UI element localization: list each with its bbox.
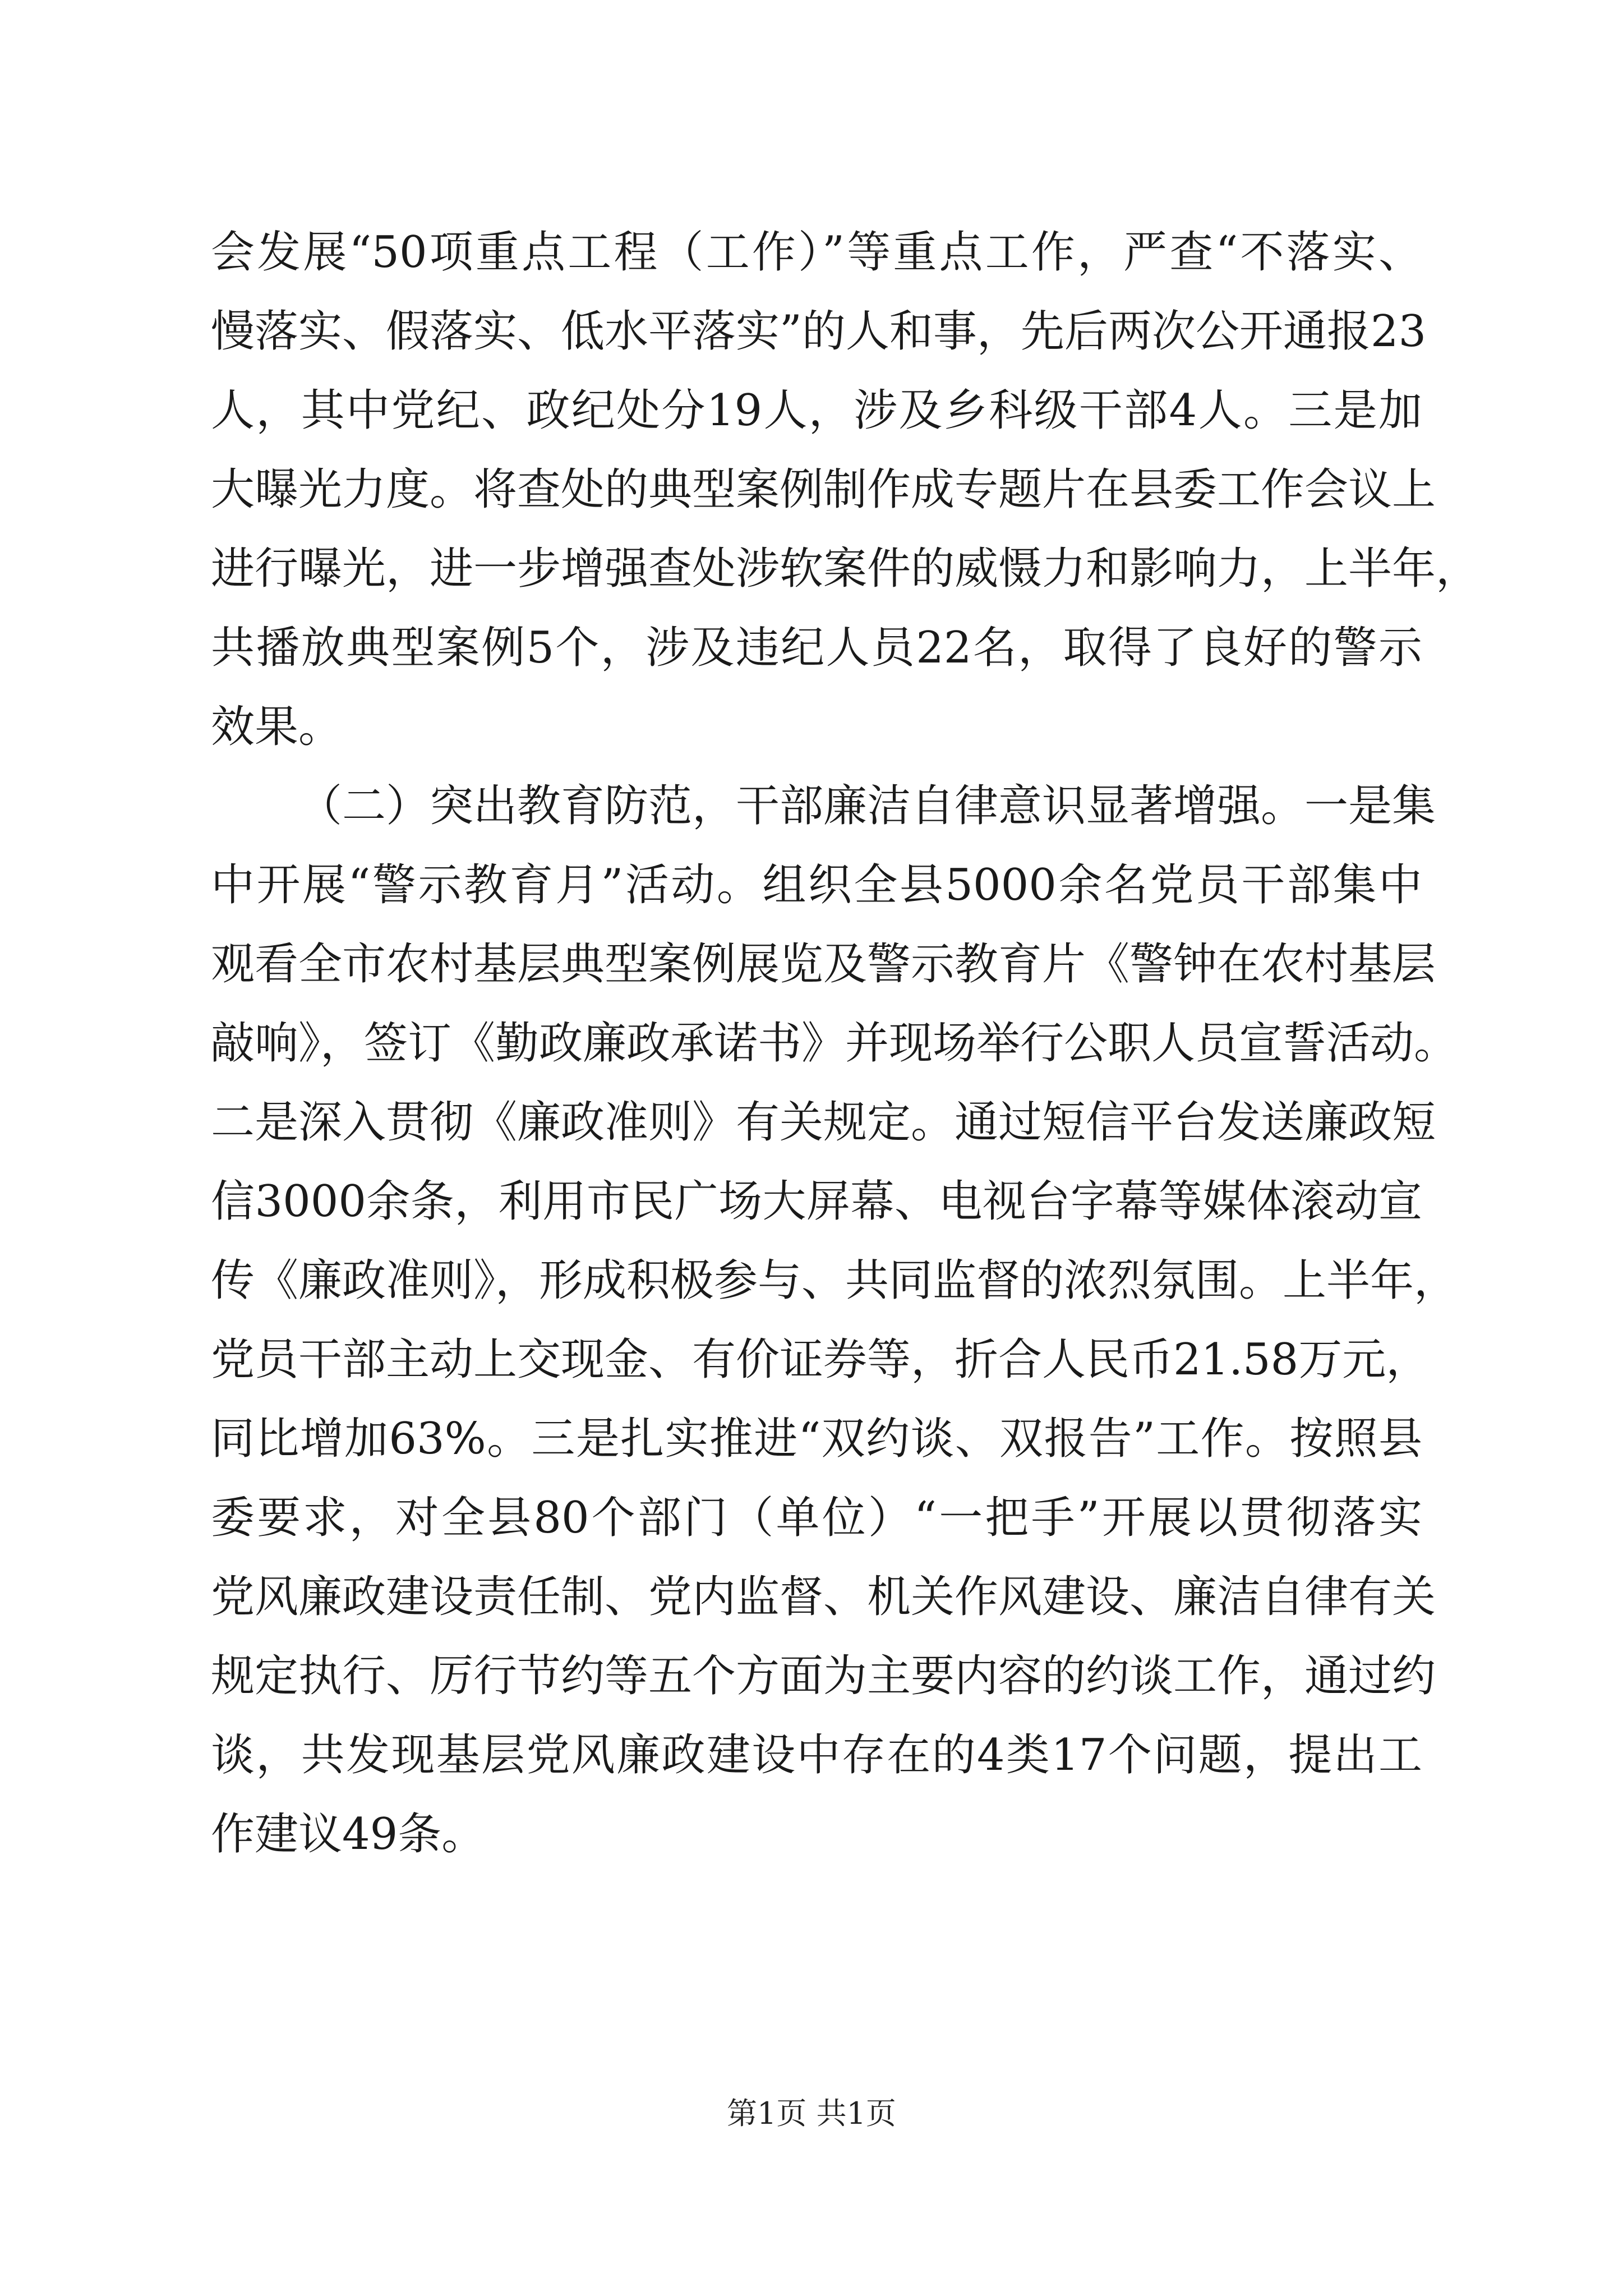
text-line: 中开展“警示教育月”活动。组织全县5000余名党员干部集中 <box>211 860 1422 910</box>
text-line: 效果。 <box>211 702 343 752</box>
body-text <box>211 213 1480 1874</box>
text-line: 规定执行、厉行节约等五个方面为主要内容的约谈工作，通过约 <box>211 1651 1436 1701</box>
text-line: 谈，共发现基层党风廉政建设中存在的4类17个问题，提出工 <box>211 1730 1422 1780</box>
text-line: 会发展“50项重点工程（工作）”等重点工作，严查“不落实、 <box>211 227 1422 278</box>
text-line: 委要求，对全县80个部门（单位）“一把手”开展以贯彻落实 <box>211 1493 1422 1543</box>
page-footer: 第1页 共1页 <box>727 2096 896 2131</box>
text-line: 观看全市农村基层典型案例展览及警示教育片《警钟在农村基层 <box>211 939 1436 990</box>
text-line: 信3000余条，利用市民广场大屏幕、电视台字幕等媒体滚动宣 <box>211 1176 1422 1227</box>
text-line: 传《廉政准则》，形成积极参与、共同监督的浓烈氛围。上半年， <box>211 1255 1458 1306</box>
text-line: （二）突出教育防范，干部廉洁自律意识显著增强。一是集 <box>298 781 1436 831</box>
text-line: 同比增加63%。三是扎实推进“双约谈、双报告”工作。按照县 <box>211 1414 1422 1464</box>
text-line: 大曝光力度。将查处的典型案例制作成专题片在县委工作会议上 <box>211 464 1436 515</box>
text-line: 敲响》，签订《勤政廉政承诺书》并现场举行公职人员宣誓活动。 <box>211 1018 1458 1069</box>
text-line: 二是深入贯彻《廉政准则》有关规定。通过短信平台发送廉政短 <box>211 1097 1436 1148</box>
text-line: 慢落实、假落实、低水平落实”的人和事，先后两次公开通报23 <box>211 306 1427 357</box>
text-line: 进行曝光，进一步增强查处涉软案件的威慑力和影响力，上半年， <box>211 544 1480 594</box>
text-line: 共播放典型案例5个，涉及违纪人员22名，取得了良好的警示 <box>211 623 1422 673</box>
text-line: 党员干部主动上交现金、有价证券等，折合人民币21.58万元， <box>211 1335 1430 1385</box>
text-line: 作建议49条。 <box>211 1809 486 1860</box>
text-line: 人，其中党纪、政纪处分19人，涉及乡科级干部4人。三是加 <box>211 385 1422 436</box>
text-line: 党风廉政建设责任制、党内监督、机关作风建设、廉洁自律有关 <box>211 1572 1436 1622</box>
